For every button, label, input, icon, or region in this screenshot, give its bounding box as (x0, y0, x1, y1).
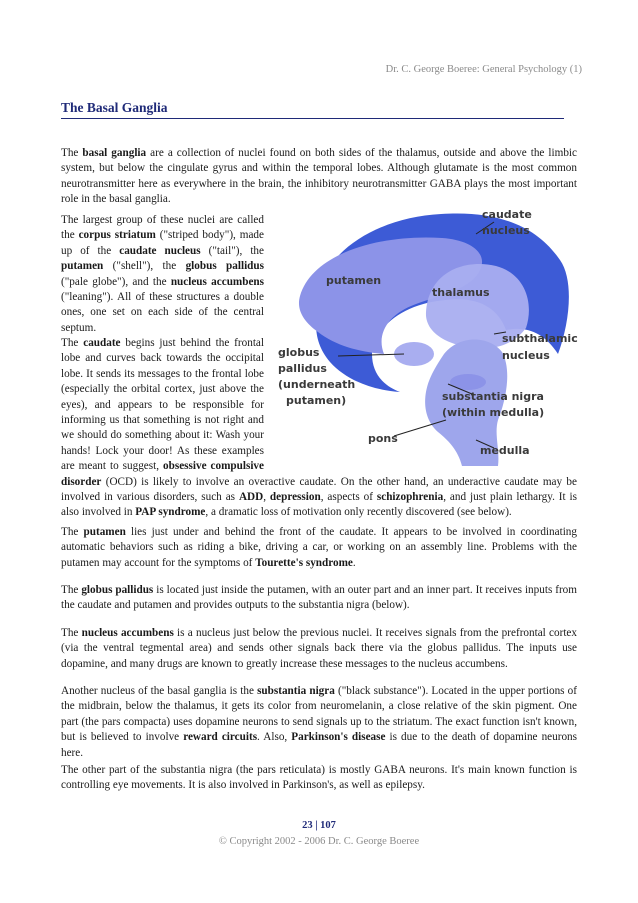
label-pons: pons (368, 432, 398, 445)
section-title-text: The Basal Ganglia (61, 100, 168, 115)
label-substantia-nigra: substantia nigra (442, 390, 544, 403)
label-caudate-nucleus: nucleus (482, 224, 530, 237)
label-underneath: (underneath (278, 378, 356, 391)
section-title (61, 100, 564, 119)
label-globus: globus (278, 346, 320, 359)
label-medulla: medulla (480, 444, 530, 457)
label-putamen: putamen (326, 274, 382, 287)
paragraph-pars-reticulata: The other part of the substantia nigra (the pars reticulata) is mostly GABA neurons. It's main known function is controlling eye movements. It is also involved in Parkinson's, as well as epilepsy. (61, 764, 577, 792)
paragraph-substantia-nigra: Another nucleus of the basal ganglia is the substantia nigra ("black substance"). Located in the upper portions of the midbrain, below the thalamus, it gets its color from neuromelanin, a close relative of the skin pigment. One part (the pars compacta) uses dopamine neurons to send signals up to the striatum. The exact function isn't known, but is believed to involve reward circuits. Also, Parkinson's disease is due to the death of dopamine neurons here. (61, 685, 578, 759)
page-number: 23 | 107 (302, 820, 336, 831)
basal-ganglia-illustration (276, 204, 578, 467)
label-within-medulla: (within medulla) (442, 406, 545, 419)
copyright-notice: © Copyright 2002 - 2006 Dr. C. George Boeree (218, 836, 420, 847)
paragraph-intro: The basal ganglia are a collection of nuclei found on both sides of the thalamus, outside and above the limbic system, but below the cingulate gyrus and within the temporal lobes. Although glutamate is the most common neurotransmitter here as everywhere in the brain, the inhibitory neurotransmitter GABA plays the most important role in the basal ganglia. (61, 147, 577, 206)
label-thalamus: thalamus (432, 286, 490, 299)
label-putamen-underneath: putamen) (286, 394, 347, 407)
paragraph-corpus-striatum: The largest group of these nuclei are called the corpus striatum ("striped body"), made up of the caudate nucleus ("tail"), the putamen ("shell"), the globus pallidus ("pale globe"), and the nucleus accumbens ("leaning"). All of these structures a double ones, one set on each side of the central septum. (61, 214, 264, 334)
paragraph-caudate: The caudate begins just behind the frontal lobe and curves back towards the occipital lobe. It sends its messages to the frontal lobe (especially the orbital cortex, just above the eyes), and appears to be responsible for informing us that something is not right and we should do something about it: Wash your hands! Lock your door! As these examples are meant to suggest, obsessive compulsive disorder (OCD) is likely to involve an overactive caudate. On the other hand, an underactive caudate may be involved in various disorders, such as ADD, depression, aspects of schizophrenia, and just plain lethargy. It is also involved in PAP syndrome, a dramatic loss of motivation only recently discovered (see below). (61, 337, 577, 519)
label-subthalamic: subthalamic (502, 332, 578, 345)
label-caudate: caudate (482, 208, 532, 221)
paragraph-nucleus-accumbens: The nucleus accumbens is a nucleus just below the previous nuclei. It receives signals from the prefrontal cortex (via the ventral tegmental area) and sends other signals back there via the globus pallidus. The inputs use dopamine, and many drugs are known to greatly increase these messages to the nucleus accumbens. (61, 627, 577, 670)
label-subthalamic-nucleus: nucleus (502, 349, 550, 362)
running-head: Dr. C. George Boeree: General Psychology (1) (385, 64, 582, 75)
paragraph-globus-pallidus: The globus pallidus is located just inside the putamen, with an outer part and an inner part. It receives inputs from the caudate and putamen and provides outputs to the substantia nigra (below). (61, 584, 577, 612)
label-pallidus: pallidus (278, 362, 327, 375)
paragraph-putamen: The putamen lies just under and behind the front of the caudate. It appears to be involved in coordinating automatic behaviors such as riding a bike, driving a car, or working on an assembly line. Problems with the putamen may account for the symptoms of Tourette's syndrome. (61, 526, 577, 569)
